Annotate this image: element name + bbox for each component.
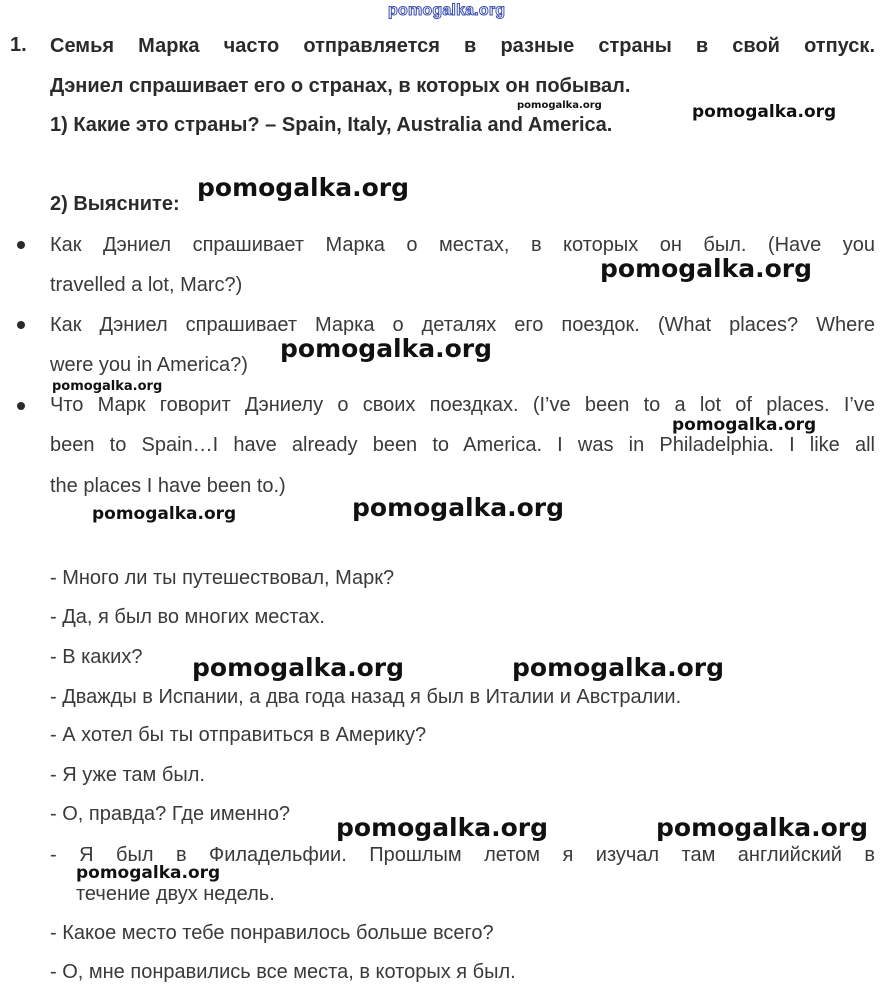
dialogue-line-5: - А хотел бы ты отправиться в Америку?	[50, 724, 427, 746]
bullet-dot-2	[17, 321, 25, 329]
bullet-1-line-2: travelled a lot, Marc?)	[50, 274, 243, 296]
dialogue-line-3: - В каких?	[50, 646, 143, 668]
dialogue-line-1: - Много ли ты путешествовал, Марк?	[50, 567, 395, 589]
watermark: pomogalka.org	[192, 653, 405, 682]
task-line-1: Семья Марка часто отправляется в разные страны в свой отпуск.	[50, 35, 875, 57]
bullet-3-line-3: the places I have been to.)	[50, 475, 286, 497]
dialogue-line-6: - Я уже там был.	[50, 764, 205, 786]
bullet-dot-3	[17, 402, 25, 410]
watermark: pomogalka.org	[692, 102, 837, 122]
bullet-2-line-2: were you in America?)	[50, 354, 248, 376]
dialogue-line-4: - Дважды в Испании, а два года назад я был в Италии и Австралии.	[50, 686, 682, 708]
bullet-2-line-1: Как Дэниел спрашивает Марка о деталях его поездок. (What places? Where	[50, 314, 875, 336]
watermark: pomogalka.org	[92, 504, 237, 524]
watermark: pomogalka.org	[656, 813, 869, 842]
watermark: pomogalka.org	[517, 100, 602, 111]
bullet-1-line-1: Как Дэниел спрашивает Марка о местах, в которых он был. (Have you	[50, 234, 875, 256]
question-2: 2) Выясните:	[50, 193, 180, 215]
watermark: pomogalka.org	[52, 379, 163, 394]
question-1: 1) Какие это страны? – Spain, Italy, Australia and America.	[50, 114, 613, 136]
dialogue-line-7: - О, правда? Где именно?	[50, 803, 291, 825]
dialogue-line-8-cont: течение двух недель.	[76, 883, 275, 905]
watermark: pomogalka.org	[512, 653, 725, 682]
watermark: pomogalka.org	[197, 173, 410, 202]
watermark: pomogalka.org	[280, 334, 493, 363]
bullet-3-line-1: Что Марк говорит Дэниелу о своих поездках. (I’ve been to a lot of places. I’ve	[50, 394, 875, 416]
watermark: pomogalka.org	[352, 493, 565, 522]
watermark: pomogalka.org	[600, 254, 813, 283]
watermark-top: pomogalka.org	[388, 2, 506, 19]
watermark: pomogalka.org	[336, 813, 549, 842]
bullet-3-line-2: been to Spain…I have already been to America. I was in Philadelphia. I like all	[50, 434, 875, 456]
bullet-dot-1	[17, 241, 25, 249]
watermark: pomogalka.org	[672, 415, 817, 435]
dialogue-line-8: - Я был в Филадельфии. Прошлым летом я изучал там английский в	[50, 844, 875, 866]
dialogue-line-9: - Какое место тебе понравилось больше всего?	[50, 922, 494, 944]
task-line-2: Дэниел спрашивает его о странах, в которых он побывал.	[50, 75, 631, 97]
task-number: 1.	[10, 34, 27, 56]
watermark: pomogalka.org	[76, 863, 221, 883]
dialogue-line-10: - О, мне понравились все места, в которых я был.	[50, 961, 516, 983]
dialogue-line-2: - Да, я был во многих местах.	[50, 606, 325, 628]
